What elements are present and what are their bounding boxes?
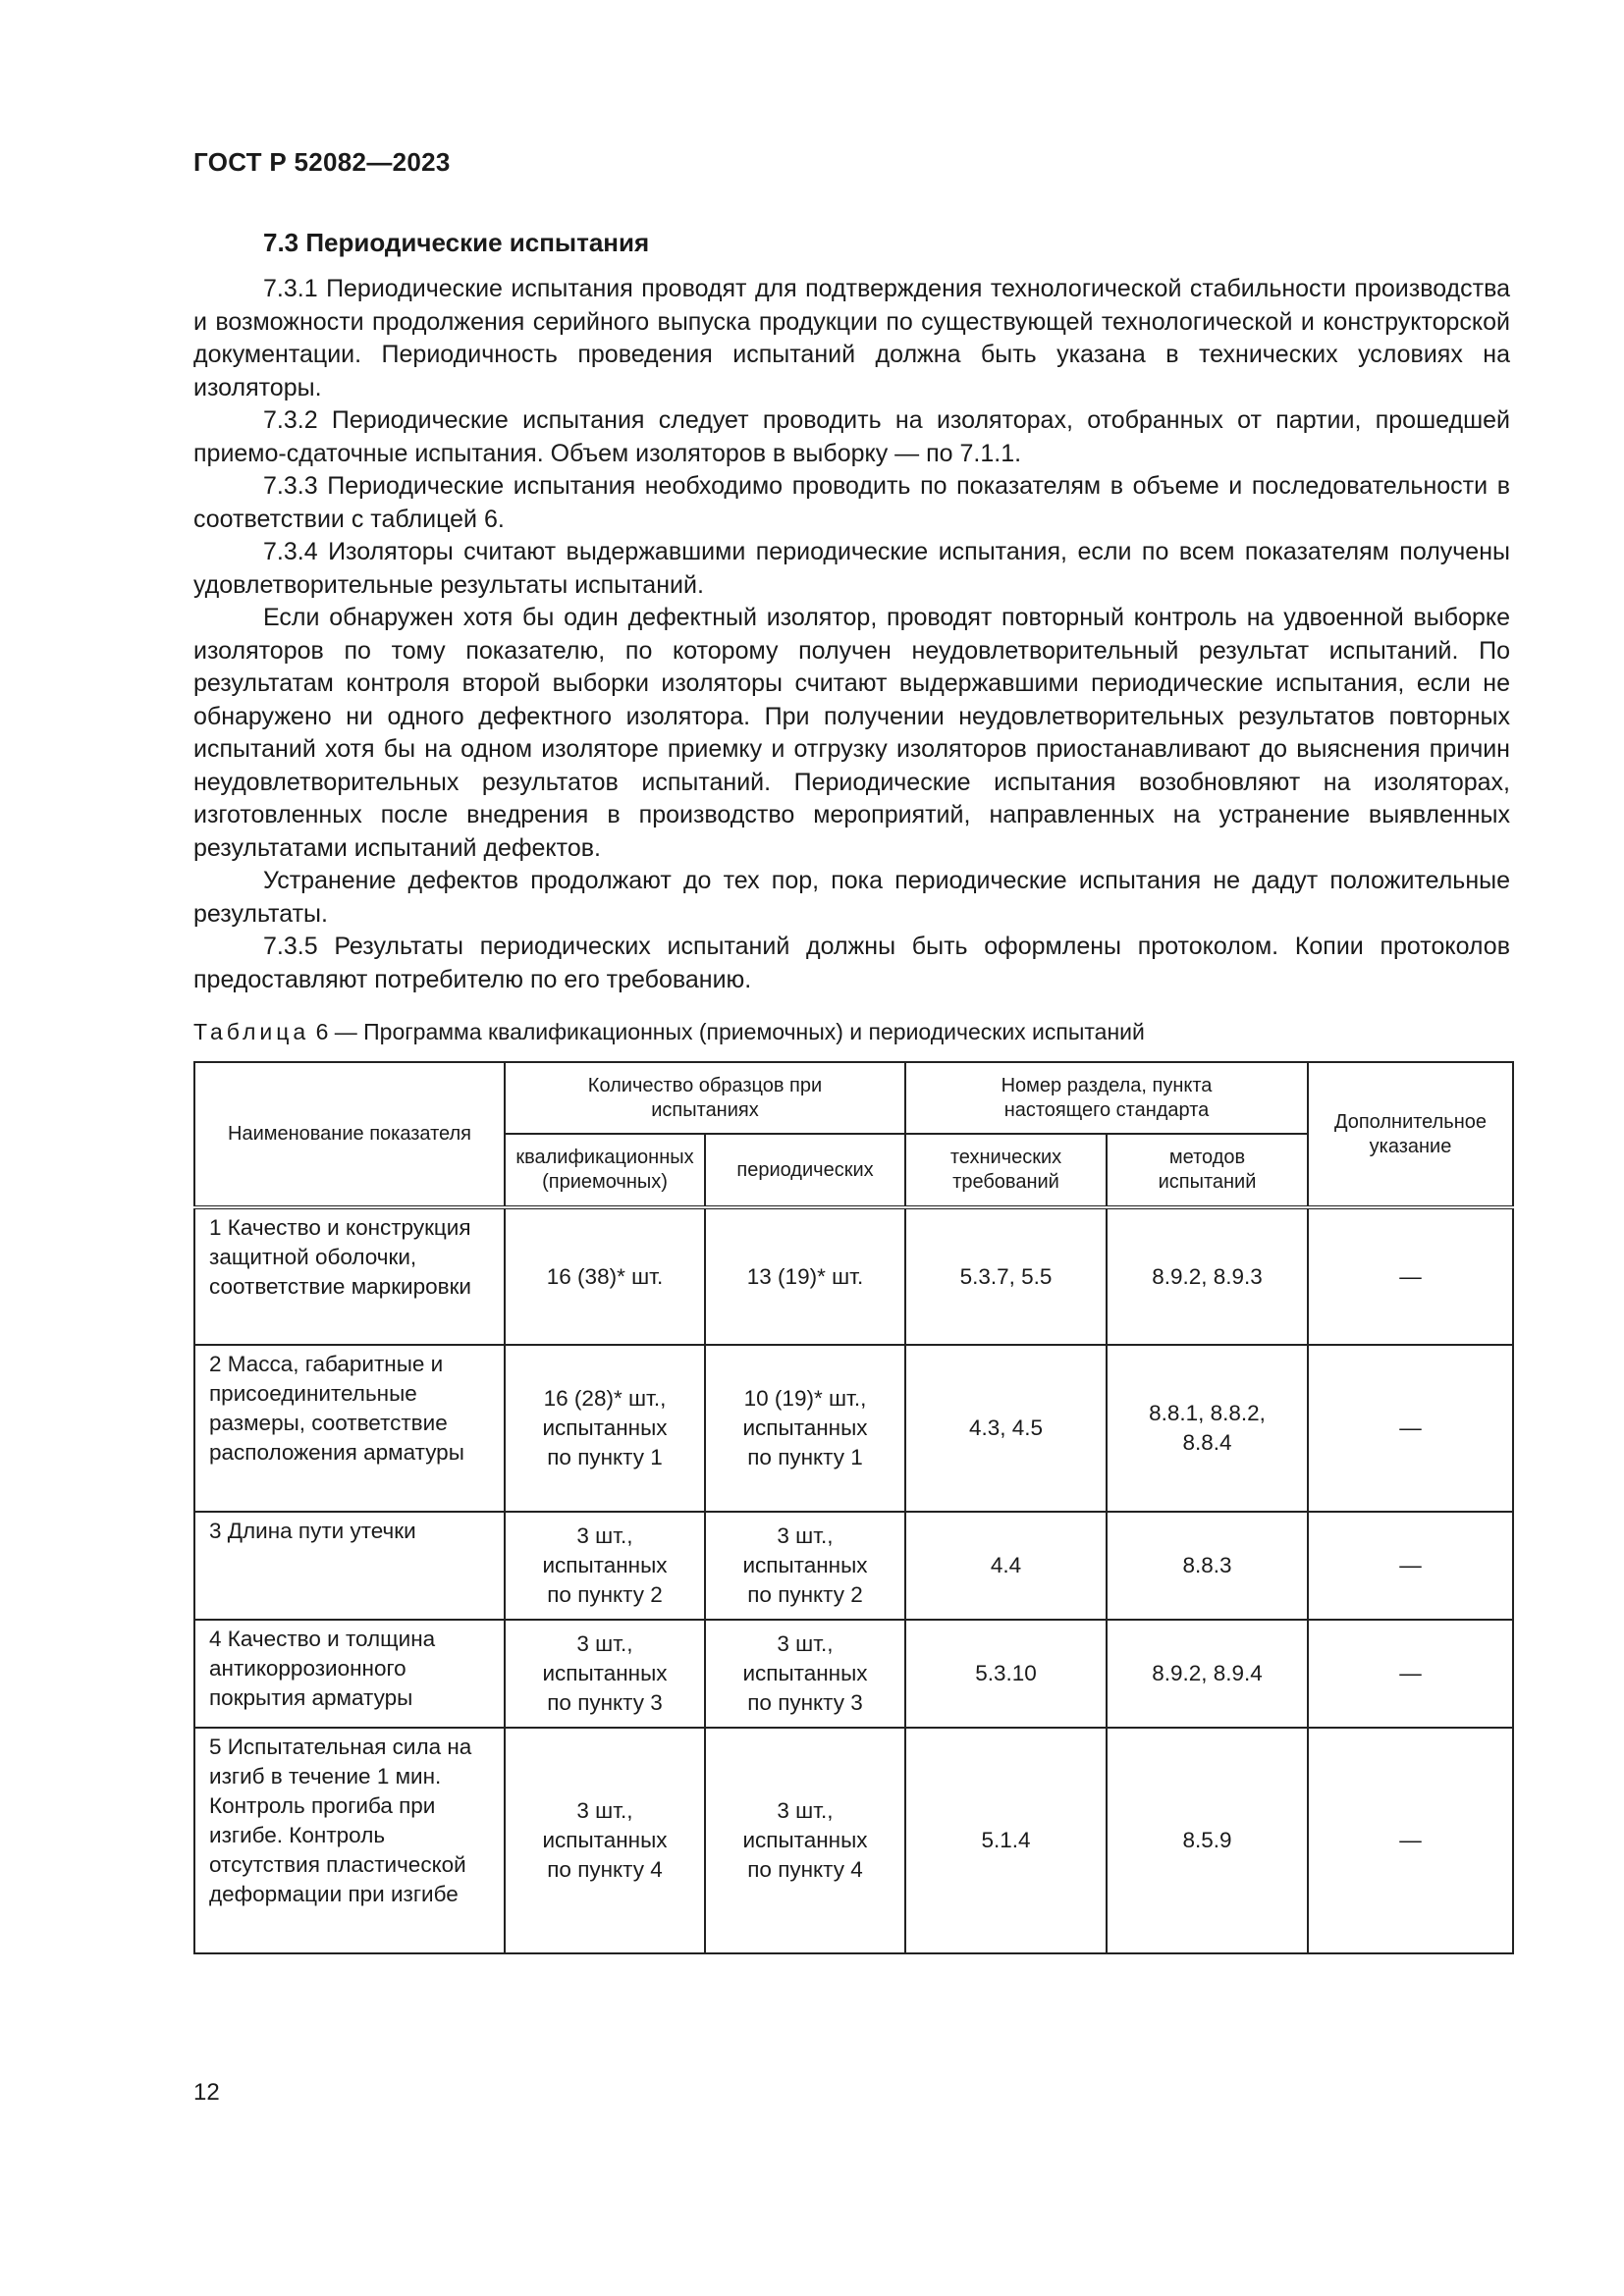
- table-row: [194, 1728, 1513, 1953]
- document-header: ГОСТ Р 52082—2023: [193, 147, 451, 177]
- table-row: [194, 1345, 1513, 1512]
- cell-tech-req: 5.3.10: [905, 1620, 1107, 1728]
- header-section-group: Номер раздела, пункта настоящего стандарта: [905, 1062, 1308, 1134]
- cell-qualification: 16 (38)* шт.: [505, 1207, 705, 1345]
- cell-test-methods: 8.5.9: [1107, 1728, 1308, 1953]
- cell-tech-req: 4.4: [905, 1512, 1107, 1620]
- table-caption: [193, 1019, 1145, 1045]
- cell-qualification: 3 шт., испытанных по пункту 4: [505, 1728, 705, 1953]
- cell-tech-req: 4.3, 4.5: [905, 1345, 1107, 1512]
- table-caption-word: Таблица: [193, 1019, 310, 1044]
- page-number: 12: [193, 2079, 220, 2106]
- table-header-row: [194, 1062, 1513, 1134]
- header-periodic: периодических: [705, 1134, 905, 1207]
- paragraph-7-3-5: 7.3.5 Результаты периодических испытаний должны быть оформлены протоколом. Копии протоколов предоставляют потребителю по его требованию.: [193, 933, 1510, 993]
- cell-periodic: 3 шт., испытанных по пункту 2: [705, 1512, 905, 1620]
- table-caption-text: 6 — Программа квалификационных (приемочных) и периодических испытаний: [315, 1019, 1145, 1044]
- cell-qualification: 3 шт., испытанных по пункту 2: [505, 1512, 705, 1620]
- cell-tech-req: 5.3.7, 5.5: [905, 1207, 1107, 1345]
- header-samples-group: Количество образцов при испытаниях: [505, 1062, 905, 1134]
- cell-periodic: 3 шт., испытанных по пункту 3: [705, 1620, 905, 1728]
- cell-qualification: 3 шт., испытанных по пункту 3: [505, 1620, 705, 1728]
- cell-name: 1 Качество и конструкция защитной оболочки, соответствие маркировки: [194, 1207, 505, 1345]
- paragraph-defect-removal: Устранение дефектов продолжают до тех пор, пока периодические испытания не дадут положительные результаты.: [193, 867, 1510, 928]
- cell-name: 4 Качество и толщина антикоррозионного покрытия арматуры: [194, 1620, 505, 1728]
- section-title: 7.3 Периодические испытания: [263, 228, 650, 257]
- cell-additional: —: [1308, 1207, 1513, 1345]
- cell-name: 5 Испытательная сила на изгиб в течение 1 мин. Контроль прогиба при изгибе. Контроль отсутствия пластической деформации при изгибе: [194, 1728, 505, 1953]
- cell-periodic: 13 (19)* шт.: [705, 1207, 905, 1345]
- table-header: [194, 1062, 1513, 1207]
- paragraph-repeat-control: Если обнаружен хотя бы один дефектный изолятор, проводят повторный контроль на удвоенной выборке изоляторов по тому показателю, по которому получен неудовлетворительный результат испытаний. По результатам контроля второй выборки изоляторы считают выдержавшими периодические испытания, если не обнаружено ни одного дефектного изолятора. При получении неудовлетворительных результатов повторных испытаний хотя бы на одном изоляторе приемку и отгрузку изоляторов приостанавливают до выяснения причин неудовлетворительных результатов испытаний. Периодические испытания возобновляют на изоляторах, изготовленных после внедрения в производство мероприятий, направленных на устранение выявленных результатами испытаний дефектов.: [193, 604, 1510, 862]
- header-name: Наименование показателя: [194, 1062, 505, 1207]
- cell-additional: —: [1308, 1345, 1513, 1512]
- cell-qualification: 16 (28)* шт., испытанных по пункту 1: [505, 1345, 705, 1512]
- table-row: [194, 1512, 1513, 1620]
- table-row: [194, 1620, 1513, 1728]
- header-tech-req: технических требований: [905, 1134, 1107, 1207]
- cell-name: 3 Длина пути утечки: [194, 1512, 505, 1620]
- cell-additional: —: [1308, 1728, 1513, 1953]
- body-text: [193, 273, 1510, 996]
- cell-test-methods: 8.9.2, 8.9.4: [1107, 1620, 1308, 1728]
- cell-additional: —: [1308, 1620, 1513, 1728]
- cell-test-methods: 8.8.3: [1107, 1512, 1308, 1620]
- table-body: [194, 1207, 1513, 1953]
- header-additional: Дополнительное указание: [1308, 1062, 1513, 1207]
- header-qualification: квалификационных (приемочных): [505, 1134, 705, 1207]
- table-row: [194, 1207, 1513, 1345]
- paragraph-7-3-2: 7.3.2 Периодические испытания следует проводить на изоляторах, отобранных от партии, прошедшей приемо-сдаточные испытания. Объем изоляторов в выборку — по 7.1.1.: [193, 406, 1510, 467]
- test-program-table: [193, 1061, 1514, 1954]
- header-test-methods: методов испытаний: [1107, 1134, 1308, 1207]
- cell-test-methods: 8.9.2, 8.9.3: [1107, 1207, 1308, 1345]
- paragraph-7-3-3: 7.3.3 Периодические испытания необходимо проводить по показателям в объеме и последовательности в соответствии с таблицей 6.: [193, 472, 1510, 533]
- paragraph-7-3-4: 7.3.4 Изоляторы считают выдержавшими периодические испытания, если по всем показателям получены удовлетворительные результаты испытаний.: [193, 538, 1510, 599]
- cell-test-methods: 8.8.1, 8.8.2, 8.8.4: [1107, 1345, 1308, 1512]
- cell-additional: —: [1308, 1512, 1513, 1620]
- cell-periodic: 3 шт., испытанных по пункту 4: [705, 1728, 905, 1953]
- cell-periodic: 10 (19)* шт., испытанных по пункту 1: [705, 1345, 905, 1512]
- paragraph-7-3-1: 7.3.1 Периодические испытания проводят для подтверждения технологической стабильности производства и возможности продолжения серийного выпуска продукции по существующей технологической и конструкторской документации. Периодичность проведения испытаний должна быть указана в технических условиях на изоляторы.: [193, 275, 1510, 401]
- cell-name: 2 Масса, габаритные и присоединительные размеры, соответствие расположения арматуры: [194, 1345, 505, 1512]
- cell-tech-req: 5.1.4: [905, 1728, 1107, 1953]
